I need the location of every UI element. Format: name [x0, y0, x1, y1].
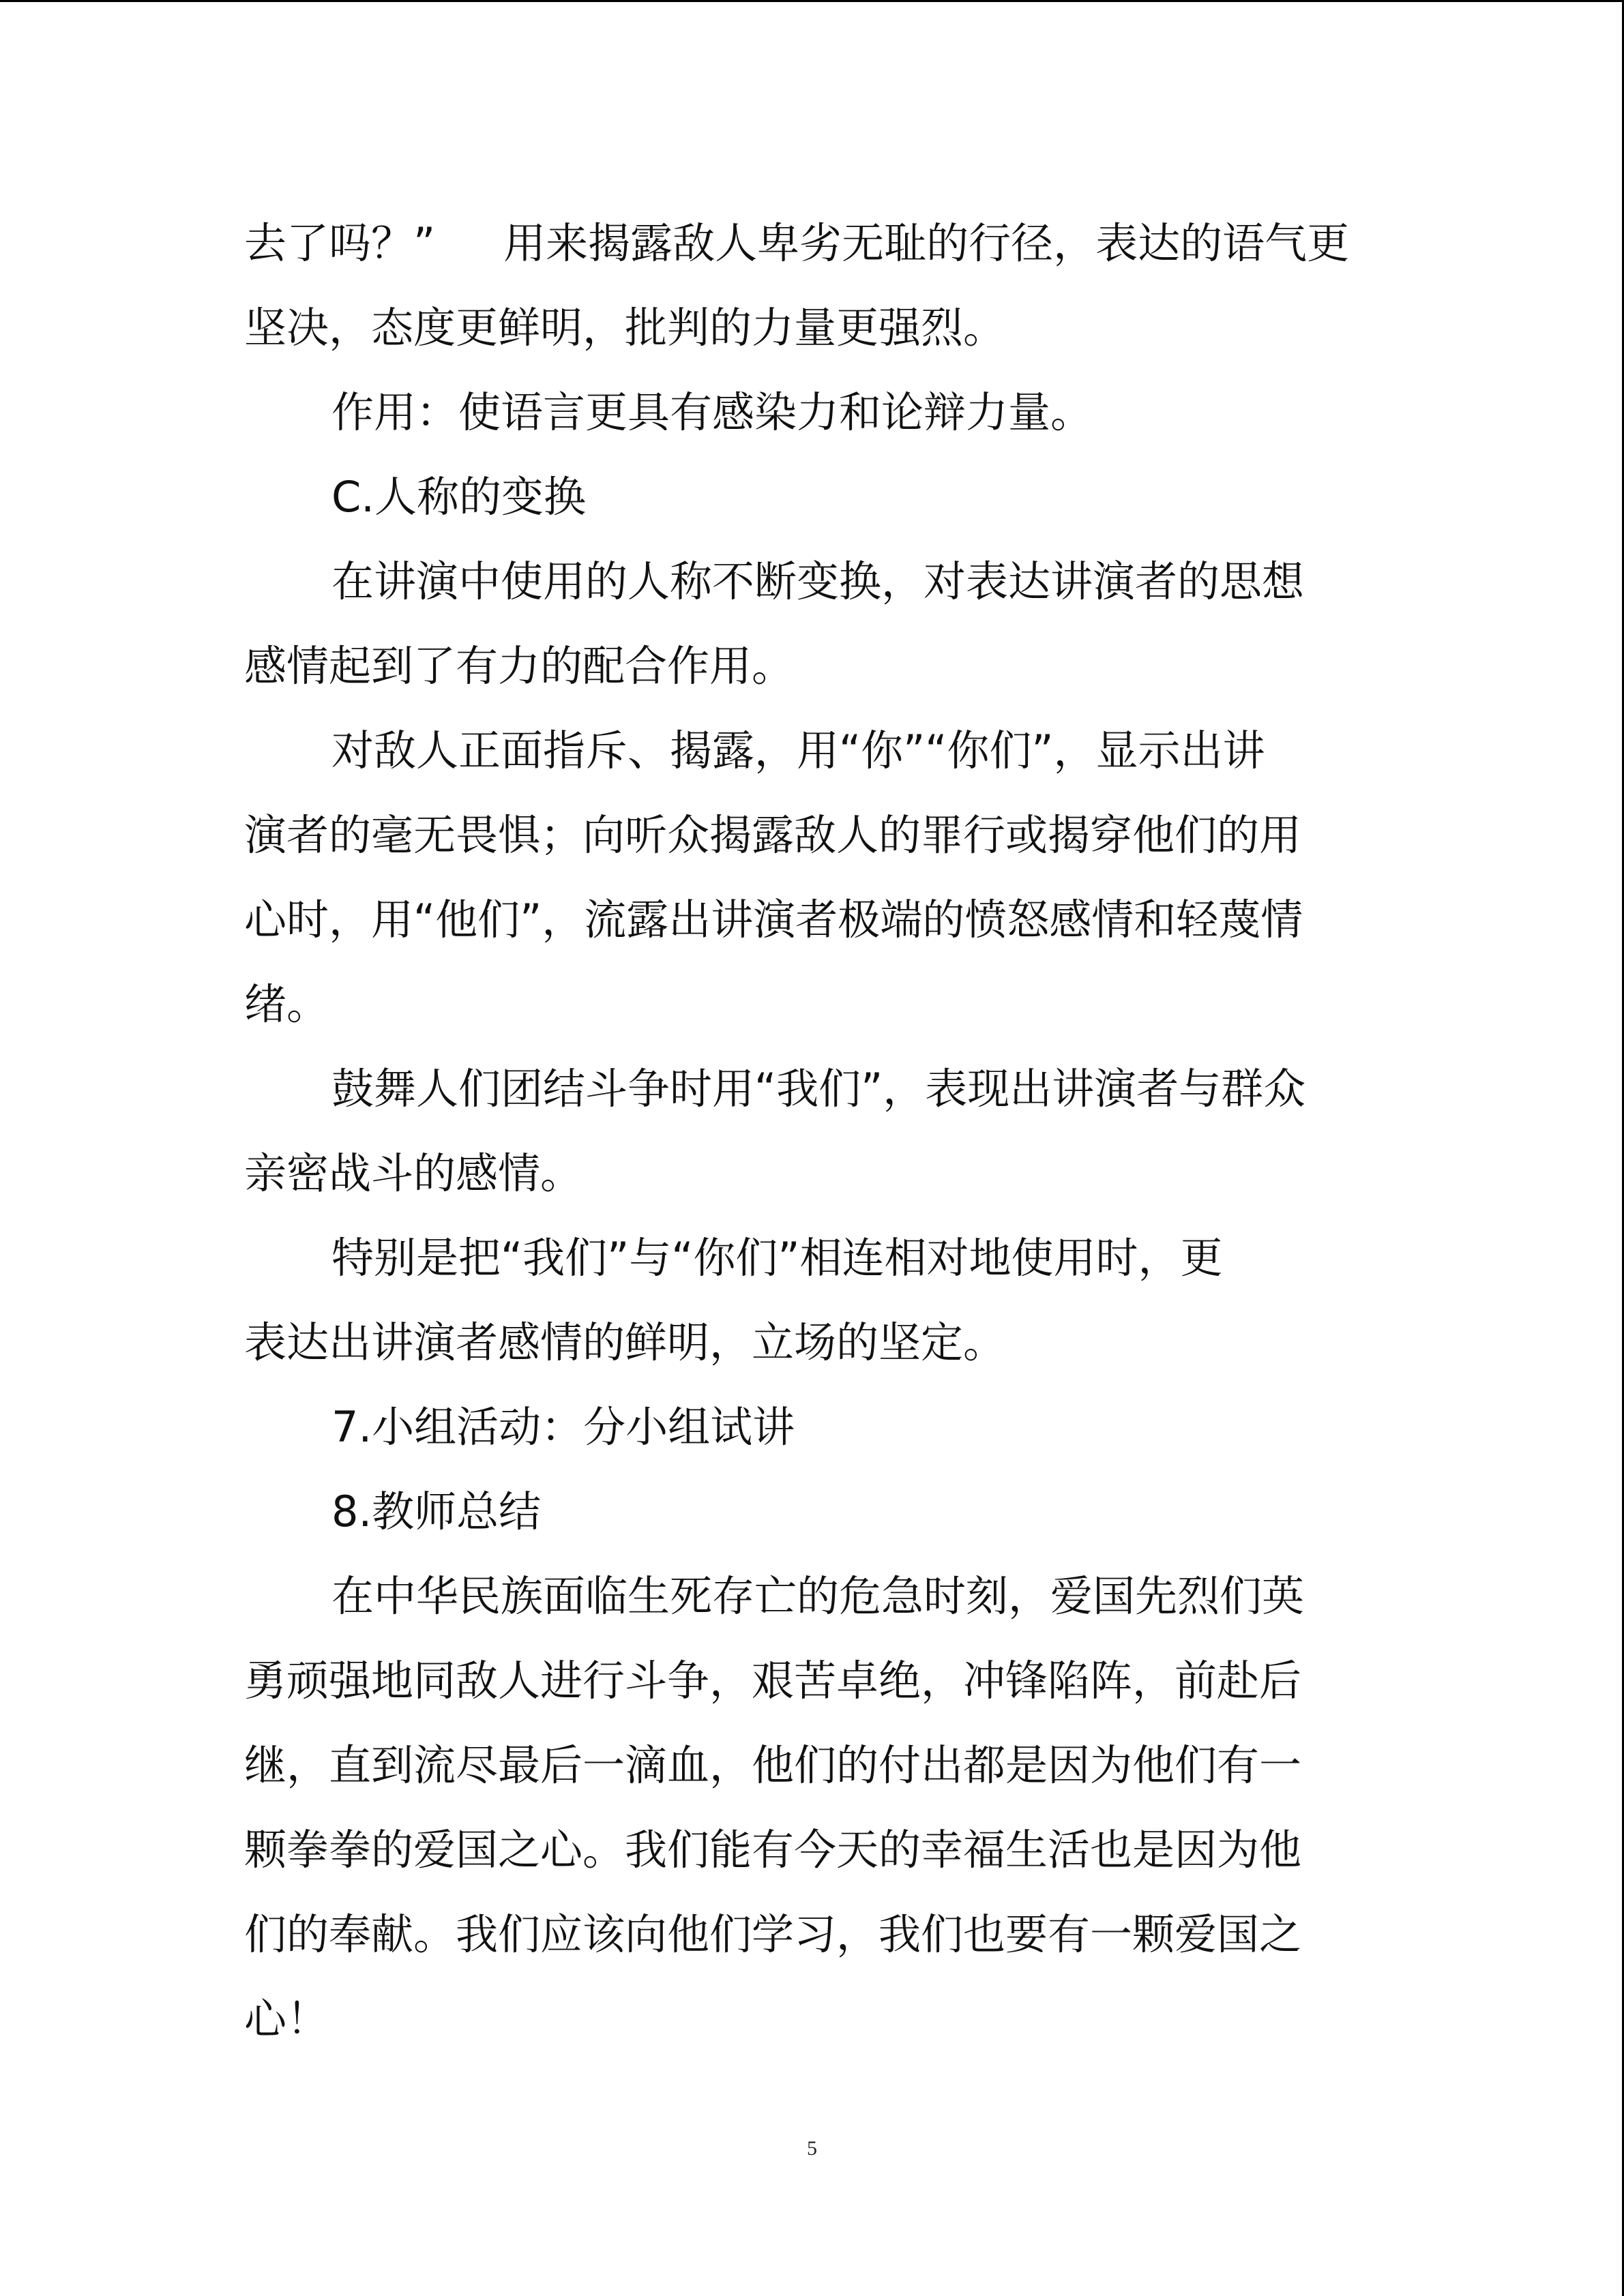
text-line: 对敌人正面指斥、揭露，用“你”“你们”，显示出讲 — [331, 726, 1265, 775]
text-line: 感情起到了有力的配合作用。 — [244, 641, 795, 691]
section-heading: 7.小组活动：分小组试讲 — [331, 1402, 795, 1452]
text-line: 鼓舞人们团结斗争时用“我们”，表现出讲演者与群众 — [331, 1064, 1306, 1114]
document-body — [244, 201, 1385, 2061]
page-number: 5 — [807, 2137, 817, 2160]
section-heading: C.人称的变换 — [331, 472, 586, 522]
text-segment: 去了吗？” — [244, 218, 436, 268]
section-heading: 8.教师总结 — [331, 1487, 542, 1536]
text-line — [244, 201, 1385, 286]
text-line: 绪。 — [244, 979, 329, 1029]
text-line: 作用：使语言更具有感染力和论辩力量。 — [331, 387, 1093, 437]
text-line: 坚决，态度更鲜明，批判的力量更强烈。 — [244, 303, 1006, 353]
text-line: 们的奉献。我们应该向他们学习，我们也要有一颗爱国之 — [244, 1909, 1302, 1959]
text-segment: 用来揭露敌人卑劣无耻的行径，表达的语气更 — [503, 218, 1350, 268]
text-line: 在中华民族面临生死存亡的危急时刻，爱国先烈们英 — [331, 1571, 1305, 1621]
text-line: 亲密战斗的感情。 — [244, 1148, 583, 1198]
text-line: 演者的毫无畏惧；向听众揭露敌人的罪行或揭穿他们的用 — [244, 810, 1302, 860]
text-line: 心！ — [244, 1994, 329, 2044]
text-line: 颗拳拳的爱国之心。我们能有今天的幸福生活也是因为他 — [244, 1825, 1302, 1875]
text-line: 表达出讲演者感情的鲜明，立场的坚定。 — [244, 1317, 1006, 1367]
text-line: 在讲演中使用的人称不断变换，对表达讲演者的思想 — [331, 556, 1305, 606]
text-line: 特别是把“我们”与“你们”相连相对地使用时，更 — [331, 1233, 1223, 1283]
text-line: 心时，用“他们”，流露出讲演者极端的愤怒感情和轻蔑情 — [244, 895, 1303, 944]
text-line: 勇顽强地同敌人进行斗争，艰苦卓绝，冲锋陷阵，前赴后 — [244, 1656, 1302, 1705]
text-line: 继，直到流尽最后一滴血，他们的付出都是因为他们有一 — [244, 1740, 1302, 1790]
